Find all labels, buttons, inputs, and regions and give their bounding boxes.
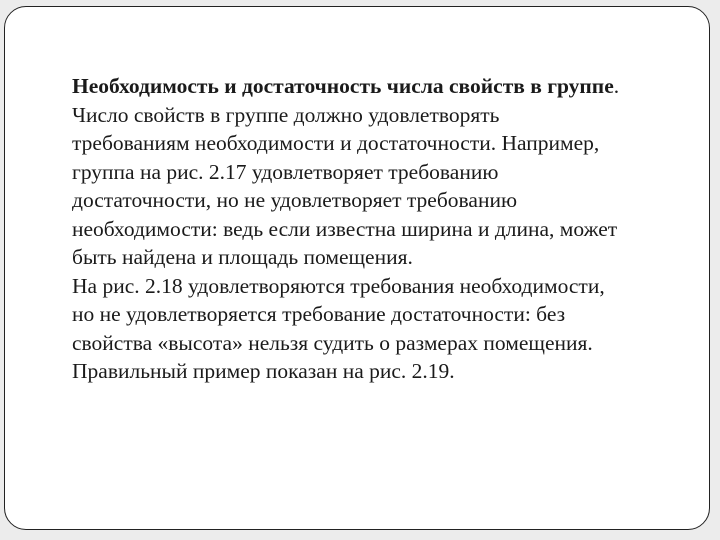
text-line: Правильный пример показан на рис. 2.19.: [72, 359, 455, 383]
text-line: группа на рис. 2.17 удовлетворяет требованию: [72, 159, 499, 184]
text-line: свойства «высота» нельзя судить о размерах помещения.: [72, 330, 593, 355]
text-line: быть найдена и площадь помещения.: [72, 245, 413, 269]
slide-heading: Необходимость и достаточность числа свойств в группе: [72, 74, 614, 98]
slide-body-text: [72, 72, 702, 386]
text-line: необходимости: ведь если известна ширина и длина, может: [72, 216, 618, 241]
heading-line: [72, 72, 702, 101]
text-line: достаточности, но не удовлетворяет требованию: [72, 188, 518, 212]
text-line: но не удовлетворяется требование достаточности: без: [72, 302, 566, 326]
text-line: требованиям необходимости и достаточности. Например,: [72, 131, 600, 155]
heading-period: .: [613, 74, 620, 98]
text-line: Число свойств в группе должно удовлетворять: [72, 102, 500, 127]
text-line: На рис. 2.18 удовлетворяются требования необходимости,: [72, 273, 605, 298]
